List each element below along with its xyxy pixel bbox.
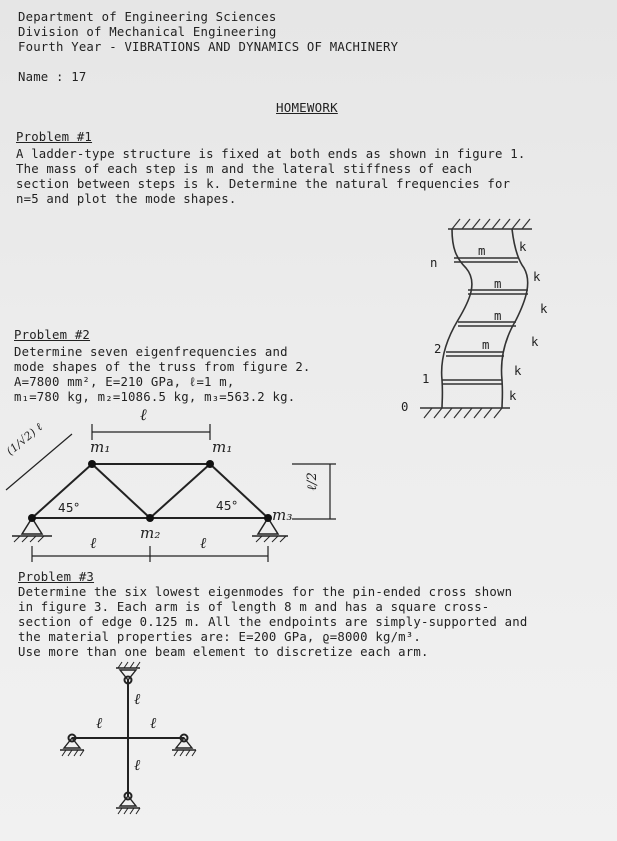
course-line: Fourth Year - VIBRATIONS AND DYNAMICS OF MACHINERY: [18, 40, 399, 54]
ladder-stiffness-label: k: [509, 389, 517, 403]
problem1-text-line: n=5 and plot the mode shapes.: [16, 192, 237, 206]
ladder-mass-label: m: [494, 277, 502, 291]
problem2-title: Problem #2: [14, 328, 91, 342]
division-line: Division of Mechanical Engineering: [18, 25, 277, 39]
student-name: Name : 17: [18, 70, 87, 84]
truss-m1-label: m₁: [90, 438, 111, 456]
truss-angle-label: 45°: [216, 499, 238, 513]
truss-diagonal-label: (1/√2) ℓ: [4, 420, 46, 458]
problem3-text-line: Use more than one beam element to discretize each arm.: [18, 645, 429, 659]
truss-bottom-span-label: ℓ: [90, 534, 97, 552]
ladder-level-label: 2: [434, 342, 442, 356]
problem1-text-line: The mass of each step is m and the lateral stiffness of each: [16, 162, 473, 176]
ladder-level-label: n: [430, 256, 438, 270]
problem3-text-line: in figure 3. Each arm is of length 8 m and has a square cross-: [18, 600, 490, 614]
truss-angle-label: 45°: [58, 501, 80, 515]
ladder-mass-label: m: [494, 309, 502, 323]
ladder-level-label: 1: [422, 372, 430, 386]
problem2-text-line: m₁=780 kg, m₂=1086.5 kg, m₃=563.2 kg.: [14, 390, 296, 404]
ladder-stiffness-label: k: [540, 302, 548, 316]
ladder-stiffness-label: k: [533, 270, 541, 284]
truss-height-label: ℓ/2: [305, 471, 321, 491]
problem3-text-line: the material properties are: E=200 GPa, ϱ=8000 kg/m³.: [18, 630, 421, 644]
problem2-text-line: A=7800 mm², E=210 GPa, ℓ=1 m,: [14, 375, 235, 389]
cross-arm-label: ℓ: [134, 690, 141, 708]
ladder-stiffness-label: k: [519, 240, 527, 254]
ladder-mass-label: m: [482, 338, 490, 352]
truss-m2-label: m₂: [140, 524, 161, 542]
truss-m1-label: m₁: [212, 438, 233, 456]
problem1-text-line: A ladder-type structure is fixed at both ends as shown in figure 1.: [16, 147, 526, 161]
truss-bottom-span-label: ℓ: [200, 534, 207, 552]
problem2-text-line: mode shapes of the truss from figure 2.: [14, 360, 311, 374]
cross-arm-label: ℓ: [134, 756, 141, 774]
department-line: Department of Engineering Sciences: [18, 10, 277, 24]
problem1-title: Problem #1: [16, 130, 93, 144]
ladder-level-label: 0: [401, 400, 409, 414]
ladder-stiffness-label: k: [514, 364, 522, 378]
ladder-mass-label: m: [478, 244, 486, 258]
problem3-text-line: Determine the six lowest eigenmodes for the pin-ended cross shown: [18, 585, 513, 599]
truss-top-span-label: ℓ: [140, 405, 147, 424]
cross-arm-label: ℓ: [96, 714, 103, 732]
cross-arm-label: ℓ: [150, 714, 157, 732]
problem3-text-line: section of edge 0.125 m. All the endpoints are simply-supported and: [18, 615, 528, 629]
truss-m3-label: m₃: [272, 506, 293, 524]
ladder-stiffness-label: k: [531, 335, 539, 349]
problem3-title: Problem #3: [18, 570, 95, 584]
homework-title: HOMEWORK: [276, 100, 338, 115]
problem2-text-line: Determine seven eigenfrequencies and: [14, 345, 288, 359]
problem1-text-line: section between steps is k. Determine the natural frequencies for: [16, 177, 511, 191]
